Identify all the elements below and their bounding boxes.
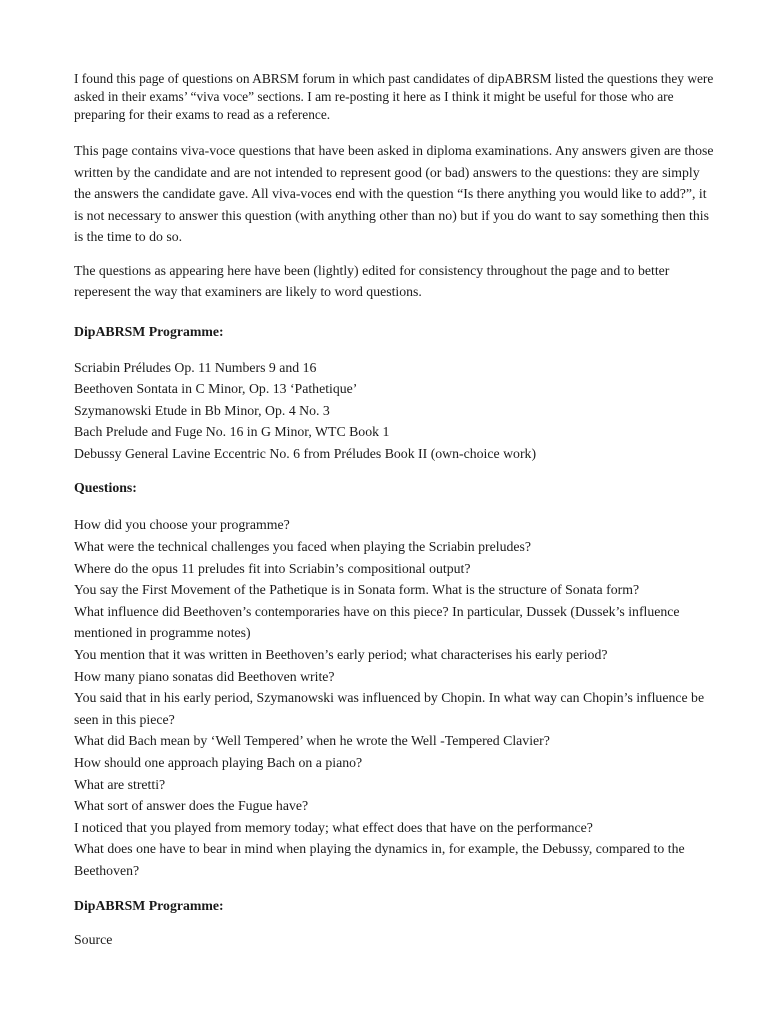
source-text: Source <box>74 932 113 948</box>
question-item: You mention that it was written in Beethoven’s early period; what characterises his early period? <box>74 646 608 662</box>
question-item: How did you choose your programme? <box>74 517 290 533</box>
programme-heading: DipABRSM Programme: <box>74 323 224 339</box>
questions-list <box>74 514 714 881</box>
programme-heading-2: DipABRSM Programme: <box>74 898 224 914</box>
programme-list <box>74 357 714 465</box>
question-item: What influence did Beethoven’s contemporaries have on this piece? In particular, Dussek (Dussek’s influence mentioned in programme notes) <box>74 603 680 641</box>
description-paragraph: This page contains viva-voce questions that have been asked in diploma examinations. Any answers given are those written by the candidate and are not intended to represent good (or bad) answers to the questions: they are simply the answers the candidate gave. All viva-voces end with the question “Is there anything you would like to add?”, it is not necessary to answer this question (with anything other than no) but if you do want to say something then this is the time to do so. <box>74 143 714 245</box>
question-item: What sort of answer does the Fugue have? <box>74 798 309 814</box>
question-item: How should one approach playing Bach on a piano? <box>74 754 363 770</box>
programme-item: Szymanowski Etude in Bb Minor, Op. 4 No. 3 <box>74 402 330 418</box>
question-item: Where do the opus 11 preludes fit into Scriabin’s compositional output? <box>74 560 471 576</box>
document-page <box>74 70 714 950</box>
question-item: What did Bach mean by ‘Well Tempered’ when he wrote the Well -Tempered Clavier? <box>74 733 550 749</box>
question-item: What were the technical challenges you faced when playing the Scriabin preludes? <box>74 538 532 554</box>
question-item: I noticed that you played from memory today; what effect does that have on the performance? <box>74 819 593 835</box>
questions-heading: Questions: <box>74 480 137 496</box>
programme-item: Scriabin Préludes Op. 11 Numbers 9 and 16 <box>74 359 317 375</box>
programme-item: Bach Prelude and Fuge No. 16 in G Minor, WTC Book 1 <box>74 424 390 440</box>
intro-paragraph: I found this page of questions on ABRSM forum in which past candidates of dipABRSM listed the questions they were asked in their exams’ “viva voce” sections. I am re-posting it here as I think it might be useful for those who are preparing for their exams to read as a reference. <box>74 71 714 122</box>
programme-item: Beethoven Sontata in C Minor, Op. 13 ‘Pathetique’ <box>74 381 358 397</box>
question-item: What are stretti? <box>74 776 166 792</box>
question-item: How many piano sonatas did Beethoven write? <box>74 668 335 684</box>
question-item: You said that in his early period, Szymanowski was influenced by Chopin. In what way can Chopin’s influence be seen in this piece? <box>74 690 705 727</box>
question-item: What does one have to bear in mind when playing the dynamics in, for example, the Debussy, compared to the Beethoven? <box>74 841 685 878</box>
editing-note-paragraph: The questions as appearing here have been (lightly) edited for consistency throughout the page and to better reperesent the way that examiners are likely to word questions. <box>74 262 670 300</box>
programme-item: Debussy General Lavine Eccentric No. 6 from Préludes Book II (own-choice work) <box>74 445 537 461</box>
question-item: You say the First Movement of the Pathetique is in Sonata form. What is the structure of Sonata form? <box>74 582 640 598</box>
